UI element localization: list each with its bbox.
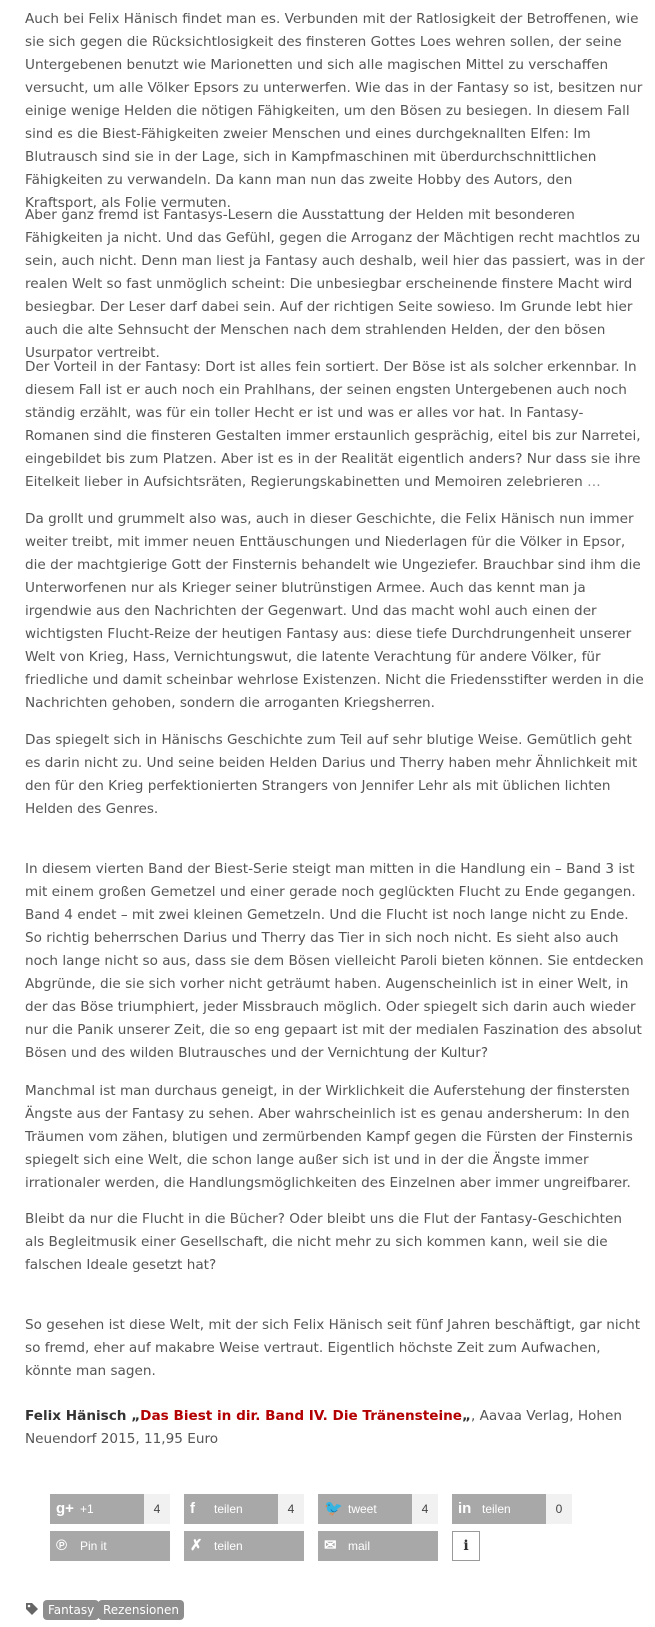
paragraph-3 <box>25 356 645 494</box>
pinterest-button[interactable] <box>50 1531 170 1561</box>
paragraph-5: Das spiegelt sich in Hänischs Geschichte zum Teil auf sehr blutige Weise. Gemütlich geht es darin nicht zu. Und seine beiden Helden Darius und Therry haben mehr Ähnlichkeit mit den für den Krieg perfektionierten Strangers von Jennifer Lehr als mit üblichen lichten Helden des Genres. <box>25 732 638 817</box>
citation-close-quote: „ <box>462 1408 471 1424</box>
twitter-count: 4 <box>412 1494 438 1524</box>
book-title-link[interactable]: Das Biest in dir. Band IV. Die Tränensteine <box>140 1408 463 1424</box>
mail-icon: ✉ <box>324 1537 337 1554</box>
paragraph-7: Manchmal ist man durchaus geneigt, in der Wirklichkeit die Auferstehung der finstersten Ängste aus der Fantasy zu sehen. Aber wahrscheinlich ist es genau andersherum: In den Träumen vom zähen, blutigen und zermürbenden Kampf gegen die Fürsten der Finsternis spiegelt sich eine Welt, die schon lange außer sich ist und in der die Ängste immer irrationaler werden, die Handlungsmöglichkeiten des Einzelnen aber immer ungreifbarer. <box>25 1083 633 1191</box>
book-citation <box>25 1405 645 1451</box>
linkedin-icon: in <box>458 1500 472 1517</box>
info-icon: i <box>463 1538 469 1554</box>
twitter-tweet-button[interactable] <box>318 1494 438 1524</box>
paragraph-3-text: Der Vorteil in der Fantasy: Dort ist alles fein sortiert. Der Böse ist als solcher erkennbar. In diesem Fall ist er auch noch ein Prahlhans, der seinen engsten Untergebenen auch noch ständig erzählt, was für ein toller Hecht er ist und was er alles vor hat. In Fantasy-Romanen sind die finsteren Gestalten immer erstaunlich gesprächig, eitel bis zur Narretei, eingebildet bis zum Platzen. Aber ist es in der Realität eigentlich anders? Nur dass sie ihre Eitelkeit lieber in Aufsichtsräten, Regierungskabinetten und Memoiren zelebrieren <box>25 359 641 490</box>
tag-fantasy[interactable]: Fantasy <box>43 1600 99 1620</box>
facebook-icon: f <box>190 1500 195 1517</box>
paragraph-6: In diesem vierten Band der Biest-Serie steigt man mitten in die Handlung ein – Band 3 ist mit einem großen Gemetzel und einer gerade noch geglückten Flucht zu Ende gegangen. Band 4 endet – mit zwei kleinen Gemetzeln. Und die Flucht ist noch lange nicht zu Ende. So richtig beherrschen Darius und Therry das Tier in sich noch nicht. Es sieht also auch noch lange nicht so aus, dass sie dem Bösen vielleicht Paroli bieten können. Sie entdecken Abgründe, die sie sich vorher nicht geträumt haben. Augenscheinlich ist in einer Welt, in der das Böse triumphiert, jeder Missbrauch möglich. Oder spiegelt sich darin auch wieder nur die Panik unserer Zeit, die so eng gepaart ist mit der medialen Faszination des absolut Bösen und des wilden Blutrausches und der Vernichtung der Kultur? <box>25 861 644 1061</box>
linkedin-label: teilen <box>482 1502 511 1516</box>
share-buttons <box>50 1494 610 1564</box>
google-plus-button[interactable] <box>50 1494 170 1524</box>
read-more-ellipsis[interactable]: … <box>587 474 601 490</box>
twitter-icon: 🐦 <box>324 1500 343 1517</box>
xing-share-button[interactable] <box>184 1531 304 1561</box>
citation-open-quote: „ <box>126 1408 141 1424</box>
tag-rezensionen[interactable]: Rezensionen <box>98 1600 184 1620</box>
mail-share-button[interactable] <box>318 1531 438 1561</box>
tag-icon <box>25 1602 39 1616</box>
citation-author: Felix Hänisch <box>25 1408 127 1424</box>
paragraph-1: Auch bei Felix Hänisch findet man es. Verbunden mit der Ratlosigkeit der Betroffenen, wie sie sich gegen die Rücksichtlosigkeit des finsteren Gottes Loes wehren sollen, der seine Untergebenen benutzt wie Marionetten und sich alle magischen Mittel zu verschaffen versucht, um alle Völker Epsors zu unterwerfen. Wie das in der Fantasy so ist, besitzen nur einige wenige Helden die nötigen Fähigkeiten, um den Bösen zu besiegen. In diesem Fall sind es die Biest-Fähigkeiten zweier Menschen und eines durchgeknallten Elfen: Im Blutrausch sind sie in der Lage, sich in Kampfmaschinen mit überdurchschnittlichen Fähigkeiten zu verwandeln. Da kann man nun das zweite Hobby des Autors, den Kraftsport, als Folie vermuten. <box>25 11 643 211</box>
xing-icon: ✗ <box>190 1537 203 1554</box>
paragraph-2: Aber ganz fremd ist Fantasys-Lesern die Ausstattung der Helden mit besonderen Fähigkeiten ja nicht. Und das Gefühl, gegen die Arroganz der Mächtigen recht machtlos zu sein, auch nicht. Denn man liest ja Fantasy auch deshalb, weil hier das passiert, was in der realen Welt so fast unmöglich scheint: Die unbesiegbar erscheinende finstere Macht wird besiegbar. Der Leser darf dabei sein. Auf der richtigen Seite sowieso. Im Grunde lebt hier auch die alte Sehnsucht der Menschen nach dem strahlenden Helden, der den bösen Usurpator vertreibt. <box>25 207 645 361</box>
linkedin-count: 0 <box>546 1494 572 1524</box>
paragraph-8: Bleibt da nur die Flucht in die Bücher? Oder bleibt uns die Flut der Fantasy-Geschichten als Begleitmusik einer Gesellschaft, die nicht mehr zu sich kommen kann, weil sie die falschen Ideale gesetzt hat? <box>25 1211 622 1273</box>
paragraph-9: So gesehen ist diese Welt, mit der sich Felix Hänisch seit fünf Jahren beschäftigt, gar nicht so fremd, eher auf makabre Weise vertraut. Eigentlich höchste Zeit zum Aufwachen, könnte man sagen. <box>25 1317 641 1379</box>
google-plus-icon: g+ <box>56 1500 74 1517</box>
facebook-share-button[interactable] <box>184 1494 304 1524</box>
facebook-count: 4 <box>278 1494 304 1524</box>
twitter-label: tweet <box>348 1502 377 1516</box>
google-plus-count: 4 <box>144 1494 170 1524</box>
info-button[interactable] <box>452 1531 480 1561</box>
mail-label: mail <box>348 1539 371 1553</box>
google-plus-label: +1 <box>80 1502 94 1516</box>
paragraph-4: Da grollt und grummelt also was, auch in dieser Geschichte, die Felix Hänisch nun immer weiter treibt, mit immer neuen Enttäuschungen und Niederlagen für die Völker in Epsor, die der machtgierige Gott der Finsternis behandelt wie Ungeziefer. Brauchbar sind ihm die Unterworfenen nur als Krieger seiner blutrünstigen Armee. Auch das kennt man ja irgendwie aus den Nachrichten der Gegenwart. Und das macht wohl auch einen der wichtigsten Flucht-Reize der heutigen Fantasy aus: diese tiefe Durchdrungenheit unserer Welt von Krieg, Hass, Vernichtungswut, die latente Verachtung für andere Völker, für friedliche und damit scheinbar wehrlose Existenzen. Nicht die Friedensstifter werden in die Nachrichten gehoben, sondern die arroganten Kriegsherren. <box>25 511 644 711</box>
pinterest-icon: ℗ <box>56 1537 68 1554</box>
citation-details: , Aavaa Verlag, Hohen Neuendorf 2015, 11,95 Euro <box>25 1408 622 1447</box>
pinterest-label: Pin it <box>80 1539 107 1553</box>
xing-label: teilen <box>214 1539 243 1553</box>
linkedin-share-button[interactable] <box>452 1494 572 1524</box>
facebook-label: teilen <box>214 1502 243 1516</box>
